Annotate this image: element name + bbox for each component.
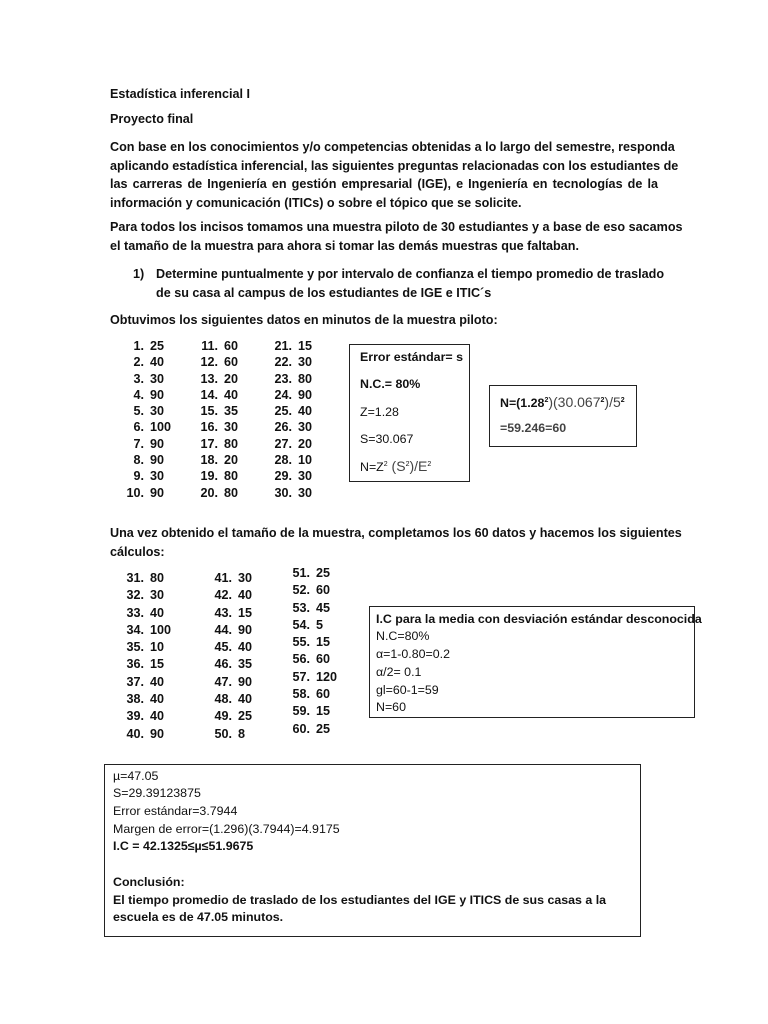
conclusion-line: escuela es de 47.05 minutos.	[113, 910, 284, 924]
data-value: 30	[150, 469, 165, 484]
data-index: 52.	[292, 583, 310, 598]
data-row	[198, 354, 238, 370]
data-value: 30	[150, 371, 165, 386]
data-value: 30	[150, 588, 165, 603]
data-value: 90	[150, 387, 165, 402]
data-row	[120, 656, 171, 673]
data-index: 15.	[200, 404, 218, 419]
ic-alpha-half: α/2= 0.1	[376, 665, 422, 679]
data-index: 18.	[200, 453, 218, 468]
data-row	[208, 605, 252, 622]
data-index: 5.	[133, 404, 144, 419]
pilot-data-heading: Obtuvimos los siguientes datos en minutos de la muestra piloto:	[110, 313, 498, 327]
data-row	[286, 565, 337, 582]
data-index: 33.	[126, 605, 144, 620]
data-value: 80	[298, 371, 313, 386]
data-index: 17.	[200, 436, 218, 451]
data-row	[208, 622, 252, 639]
data-row	[286, 600, 337, 617]
data-value: 90	[298, 387, 313, 402]
sample-data-col-1	[120, 570, 171, 743]
question-1	[156, 265, 665, 302]
data-index: 23.	[274, 371, 292, 386]
data-index: 56.	[292, 652, 310, 667]
data-index: 14.	[200, 387, 218, 402]
data-row	[120, 605, 171, 622]
data-index: 27.	[274, 436, 292, 451]
data-row	[286, 582, 337, 599]
data-index: 60.	[292, 721, 310, 736]
data-value: 15	[150, 657, 165, 672]
data-index: 54.	[292, 617, 310, 632]
data-value: 90	[238, 622, 253, 637]
data-index: 43.	[214, 605, 232, 620]
intro-paragraph	[110, 138, 679, 212]
data-row	[118, 468, 171, 484]
data-index: 4.	[133, 387, 144, 402]
data-row	[118, 354, 171, 370]
data-index: 32.	[126, 588, 144, 603]
ic-nc: N.C=80%	[376, 629, 430, 643]
data-value: 60	[224, 355, 239, 370]
data-value: 5	[316, 617, 324, 632]
data-row	[272, 371, 312, 387]
data-value: 40	[238, 588, 253, 603]
data-index: 20.	[200, 485, 218, 500]
data-value: 30	[298, 469, 313, 484]
data-value: 25	[316, 566, 331, 580]
data-row	[208, 691, 252, 708]
data-index: 44.	[214, 622, 232, 637]
data-index: 31.	[126, 571, 144, 585]
data-row	[198, 452, 238, 468]
s-value: S=30.067	[360, 432, 414, 446]
data-row	[286, 721, 337, 738]
conclusion-line: El tiempo promedio de traslado de los estudiantes del IGE y ITICS de sus casas a la	[113, 893, 607, 907]
data-value: 15	[298, 339, 313, 353]
data-row	[120, 570, 171, 587]
data-value: 100	[150, 622, 172, 637]
data-value: 30	[298, 355, 313, 370]
data-index: 38.	[126, 692, 144, 707]
data-index: 2.	[133, 355, 144, 370]
data-value: 30	[150, 404, 165, 419]
margin-of-error: Margen de error=(1.296)(3.7944)=4.9175	[113, 822, 340, 836]
sample-size-box	[489, 385, 637, 447]
data-value: 35	[238, 657, 253, 672]
standard-error-value: Error estándar=3.7944	[113, 804, 238, 818]
data-index: 36.	[126, 657, 144, 672]
data-index: 47.	[214, 674, 232, 689]
data-index: 34.	[126, 622, 144, 637]
data-row	[208, 570, 252, 587]
data-row	[286, 669, 337, 686]
data-value: 20	[224, 453, 239, 468]
data-row	[208, 639, 252, 656]
data-value: 100	[150, 420, 172, 435]
data-index: 57.	[292, 669, 310, 684]
data-index: 51.	[292, 566, 310, 580]
data-value: 40	[150, 605, 165, 620]
data-row	[208, 656, 252, 673]
data-row	[272, 436, 312, 452]
data-index: 37.	[126, 674, 144, 689]
data-row	[208, 587, 252, 604]
data-value: 15	[238, 605, 253, 620]
data-value: 60	[316, 687, 331, 702]
data-row	[120, 674, 171, 691]
data-row	[120, 622, 171, 639]
data-index: 7.	[133, 436, 144, 451]
data-index: 28.	[274, 453, 292, 468]
sample-heading-line: cálculos:	[110, 544, 165, 559]
intro-line: aplicando estadística inferencial, las siguientes preguntas relacionadas con los estudiantes de	[110, 158, 679, 173]
data-row	[286, 651, 337, 668]
data-row	[118, 452, 171, 468]
n-result: =59.246=60	[500, 421, 567, 435]
data-value: 30	[298, 485, 313, 500]
sample-heading-line: Una vez obtenido el tamaño de la muestra, completamos los 60 datos y hacemos los siguientes	[110, 526, 682, 540]
data-value: 40	[150, 674, 165, 689]
data-value: 35	[224, 404, 239, 419]
data-index: 24.	[274, 387, 292, 402]
pilot-line: Para todos los incisos tomamos una muestra piloto de 30 estudiantes y a base de eso sacamos	[110, 220, 683, 234]
data-index: 49.	[214, 709, 232, 724]
data-value: 30	[224, 420, 239, 435]
data-value: 8	[238, 726, 246, 741]
data-row	[198, 371, 238, 387]
data-index: 45.	[214, 640, 232, 655]
data-value: 90	[150, 485, 165, 500]
sample-data-col-2	[208, 570, 252, 743]
pilot-paragraph	[110, 218, 683, 255]
data-value: 10	[150, 640, 165, 655]
data-index: 40.	[126, 726, 144, 741]
data-row	[118, 419, 171, 435]
data-row	[272, 338, 312, 354]
result-box	[104, 764, 641, 937]
data-value: 20	[224, 371, 239, 386]
data-index: 35.	[126, 640, 144, 655]
ic-alpha: α=1-0.80=0.2	[376, 647, 450, 661]
data-value: 20	[298, 436, 313, 451]
confidence-level: N.C.= 80%	[360, 377, 421, 391]
data-value: 30	[238, 571, 253, 585]
data-value: 10	[298, 453, 313, 468]
data-index: 39.	[126, 709, 144, 724]
data-value: 40	[150, 355, 165, 370]
data-row	[272, 403, 312, 419]
data-index: 1.	[133, 339, 144, 353]
data-value: 80	[224, 436, 239, 451]
data-value: 80	[224, 469, 239, 484]
data-row	[286, 634, 337, 651]
data-row	[198, 338, 238, 354]
pilot-data-col-3	[272, 338, 312, 501]
question-line: Determine puntualmente y por intervalo de confianza el tiempo promedio de traslado	[156, 267, 665, 281]
intro-line: información y comunicación (ITICs) o sobre el tópico que se solicite.	[110, 195, 522, 210]
sample-heading	[110, 524, 682, 561]
data-row	[272, 354, 312, 370]
data-value: 15	[316, 635, 331, 650]
data-row	[208, 674, 252, 691]
data-row	[120, 726, 171, 743]
data-index: 6.	[133, 420, 144, 435]
data-row	[118, 371, 171, 387]
data-row	[198, 468, 238, 484]
data-index: 8.	[133, 453, 144, 468]
data-value: 40	[150, 692, 165, 707]
pilot-line: el tamaño de la muestra para ahora si tomar las demás muestras que faltaban.	[110, 238, 579, 253]
n-calculation: $N=(1.28^2)(30.067^2)/5^2$	[500, 394, 625, 410]
data-row	[118, 387, 171, 403]
project-title: Proyecto final	[110, 112, 194, 126]
conclusion-label: Conclusión:	[113, 875, 185, 889]
data-row	[286, 703, 337, 720]
data-row	[198, 485, 238, 501]
data-index: 9.	[133, 469, 144, 484]
data-index: 48.	[214, 692, 232, 707]
data-row	[198, 403, 238, 419]
data-index: 30.	[274, 485, 292, 500]
data-index: 3.	[133, 371, 144, 386]
data-index: 19.	[200, 469, 218, 484]
data-value: 40	[150, 709, 165, 724]
data-row	[208, 708, 252, 725]
pilot-data-col-2	[198, 338, 238, 501]
confidence-interval: I.C = 42.1325≤µ≤51.9675	[113, 839, 254, 853]
confidence-interval-box	[369, 606, 702, 718]
standard-error-box	[349, 344, 470, 482]
pilot-data-col-1	[118, 338, 171, 501]
question-number: 1)	[133, 267, 145, 281]
data-row	[118, 338, 171, 354]
data-row	[198, 436, 238, 452]
data-row	[120, 587, 171, 604]
data-index: 55.	[292, 635, 310, 650]
intro-line: las carreras de Ingeniería en gestión empresarial (IGE), e Ingeniería en tecnologías de la	[110, 177, 658, 191]
data-value: 80	[224, 485, 239, 500]
data-value: 25	[316, 721, 331, 736]
z-value: Z=1.28	[360, 405, 399, 419]
data-index: 25.	[274, 404, 292, 419]
sd-value: S=29.39123875	[113, 786, 201, 800]
data-row	[272, 387, 312, 403]
data-row	[272, 485, 312, 501]
data-value: 90	[150, 436, 165, 451]
data-value: 90	[238, 674, 253, 689]
data-value: 90	[150, 726, 165, 741]
data-row	[120, 639, 171, 656]
data-index: 22.	[274, 355, 292, 370]
data-row	[118, 436, 171, 452]
data-index: 12.	[200, 355, 218, 370]
data-row	[198, 419, 238, 435]
data-row	[120, 708, 171, 725]
data-row	[272, 452, 312, 468]
data-value: 30	[298, 420, 313, 435]
data-index: 21.	[274, 339, 292, 353]
data-row	[272, 419, 312, 435]
data-index: 16.	[200, 420, 218, 435]
data-value: 60	[316, 583, 331, 598]
ic-gl: gl=60-1=59	[376, 683, 439, 697]
data-row	[118, 403, 171, 419]
data-value: 40	[298, 404, 313, 419]
data-value: 80	[150, 571, 165, 585]
data-row	[198, 387, 238, 403]
data-value: 60	[316, 652, 331, 667]
n-formula: $N=Z^2$ $(S^2)/E^2$	[360, 458, 432, 474]
data-row	[286, 686, 337, 703]
data-index: 26.	[274, 420, 292, 435]
data-value: 40	[238, 692, 253, 707]
data-row	[286, 617, 337, 634]
data-value: 120	[316, 669, 338, 684]
data-row	[118, 485, 171, 501]
data-index: 13.	[200, 371, 218, 386]
data-value: 90	[150, 453, 165, 468]
ic-title: I.C para la media con desviación estándar desconocida	[376, 612, 702, 626]
data-index: 10.	[126, 485, 144, 500]
course-title: Estadística inferencial I	[110, 87, 250, 101]
data-value: 40	[224, 387, 239, 402]
se-label: Error estándar= s	[360, 350, 463, 364]
data-index: 29.	[274, 469, 292, 484]
question-line: de su casa al campus de los estudiantes de IGE e ITIC´s	[156, 285, 492, 300]
data-value: 45	[316, 600, 331, 615]
data-index: 50.	[214, 726, 232, 741]
data-row	[272, 468, 312, 484]
data-index: 41.	[214, 571, 232, 585]
sample-data-col-3	[286, 565, 337, 738]
data-row	[208, 726, 252, 743]
intro-line: Con base en los conocimientos y/o competencias obtenidas a lo largo del semestre, responda	[110, 140, 675, 154]
data-index: 58.	[292, 687, 310, 702]
data-value: 60	[224, 339, 239, 353]
data-value: 25	[238, 709, 253, 724]
data-index: 11.	[201, 339, 218, 353]
data-index: 46.	[214, 657, 232, 672]
data-index: 59.	[292, 704, 310, 719]
data-index: 42.	[214, 588, 232, 603]
data-index: 53.	[292, 600, 310, 615]
data-value: 15	[316, 704, 331, 719]
data-row	[120, 691, 171, 708]
mean-value: µ=47.05	[113, 769, 159, 783]
data-value: 40	[238, 640, 253, 655]
ic-n: N=60	[376, 700, 406, 714]
data-value: 25	[150, 339, 165, 353]
